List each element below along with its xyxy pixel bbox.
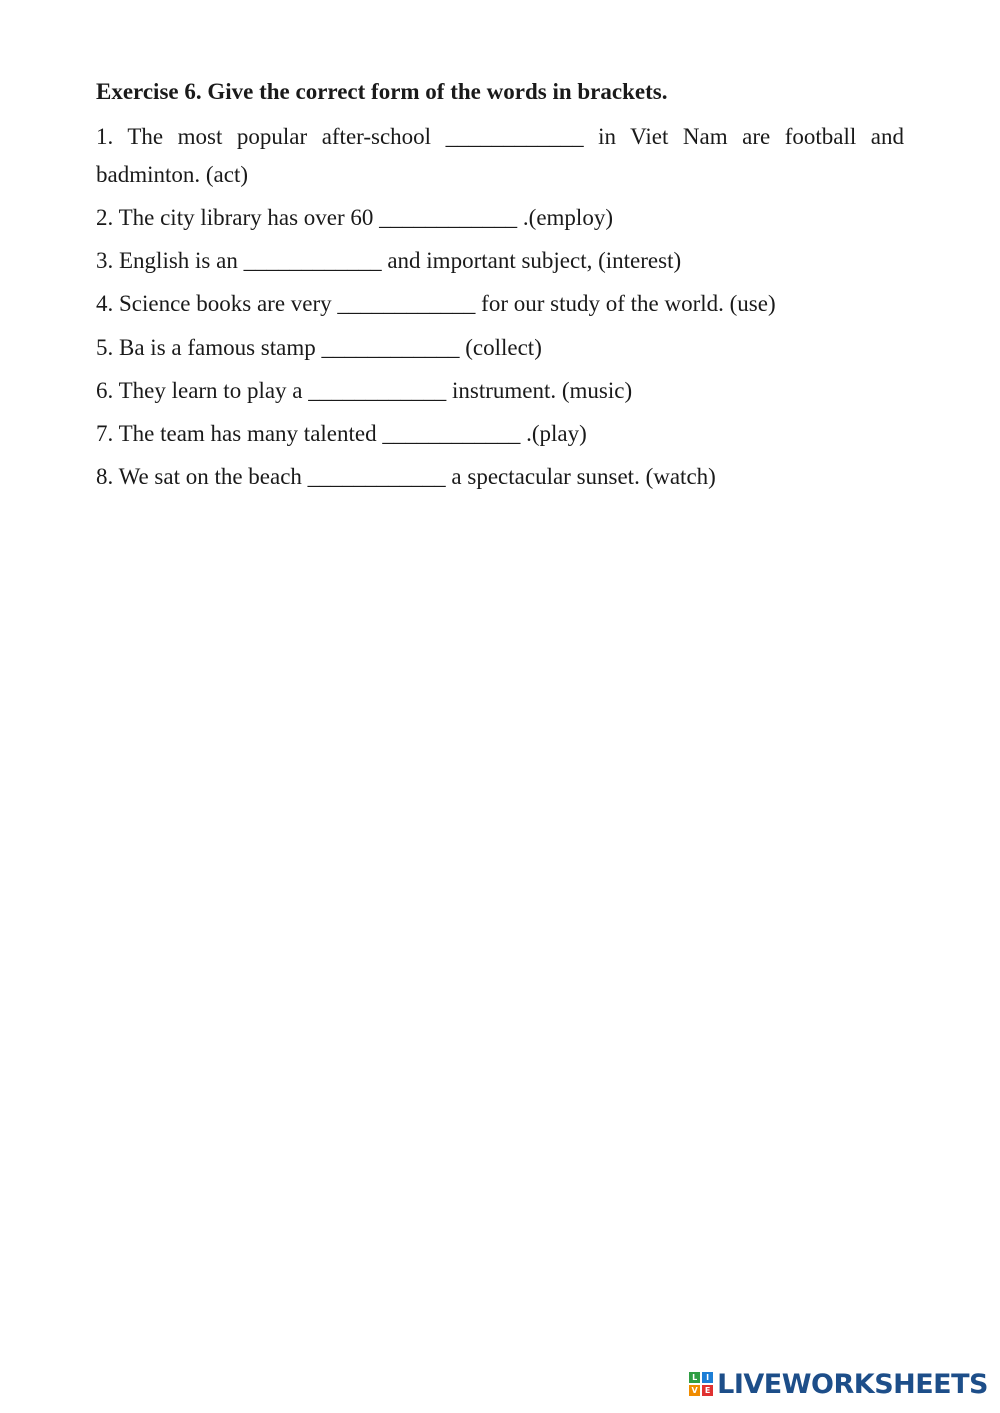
logo-mark-cell: V xyxy=(689,1385,700,1396)
question-7: 7. The team has many talented ____________ .(play) xyxy=(96,421,587,446)
question-6: 6. They learn to play a ____________ instrument. (music) xyxy=(96,378,633,403)
liveworksheets-mark-icon xyxy=(689,1372,713,1396)
question-2: 2. The city library has over 60 ____________ .(employ) xyxy=(96,205,613,230)
question-8: 8. We sat on the beach ____________ a spectacular sunset. (watch) xyxy=(96,464,716,489)
exercise-heading: Exercise 6. Give the correct form of the words in brackets. xyxy=(96,79,668,104)
logo-mark-cell: L xyxy=(689,1372,700,1383)
logo-mark-cell: I xyxy=(702,1372,713,1383)
question-4: 4. Science books are very ____________ for our study of the world. (use) xyxy=(96,291,776,316)
question-5: 5. Ba is a famous stamp ____________ (collect) xyxy=(96,335,542,360)
liveworksheets-logo[interactable] xyxy=(689,1369,988,1399)
question-3: 3. English is an ____________ and important subject, (interest) xyxy=(96,248,682,273)
logo-mark-cell: E xyxy=(702,1385,713,1396)
question-1-line-1: 1. The most popular after-school ____________ in Viet Nam are football and xyxy=(96,124,904,149)
question-1-line-2: badminton. (act) xyxy=(96,162,249,187)
logo-text: LIVEWORKSHEETS xyxy=(717,1368,988,1400)
